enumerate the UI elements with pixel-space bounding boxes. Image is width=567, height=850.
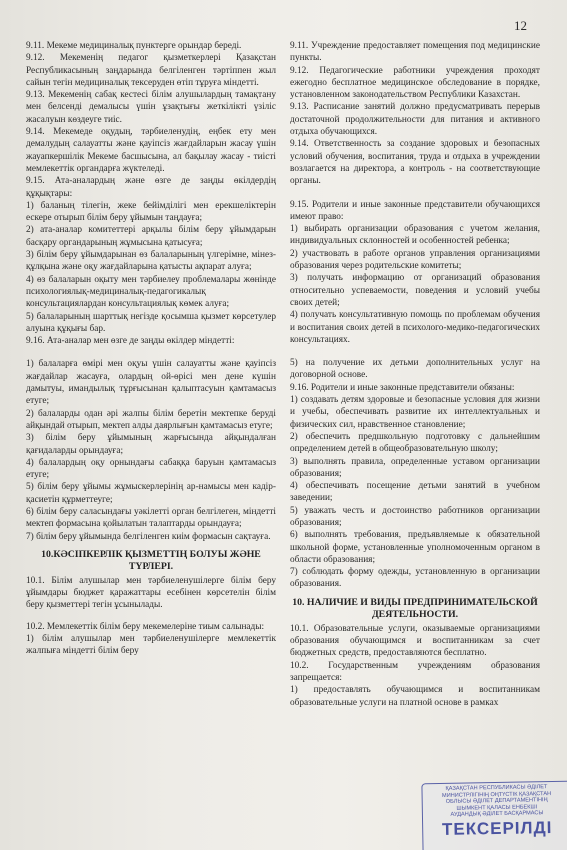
list-item: 5) на получение их детьми дополнительных услуг на договорной основе. <box>290 358 540 381</box>
list-item: 5) уважать честь и достоинство работников организации образования; <box>290 505 540 528</box>
verification-stamp <box>421 781 567 850</box>
list-item: 3) білім беру ұйымының жарғысында айқындалған қағидаларды орындауға; <box>26 433 276 456</box>
list-item: 7) білім беру ұйымында белгіленген киім формасын сақтауға. <box>26 531 271 542</box>
paragraph: 10.2. Государственным учреждениям образования запрещается: <box>290 660 540 683</box>
section-heading: 10.КӘСІПКЕРЛІК ҚЫЗМЕТТІҢ БОЛУЫ ЖӘНЕ ТҮРЛЕРІ. <box>41 548 261 572</box>
list-item: 1) баланың тілегін, жеке бейімділігі мен ерекшеліктерін ескере отырып білім беру ұйымын таңдауға; <box>26 200 276 224</box>
list-item: 4) өз балаларын оқыту мен тәрбиелеу проблемалары жөнінде психологиялық-медициналық-педагогикалық консультациялардан консультациялық көмек алуға; <box>26 274 276 310</box>
paragraph: 9.13. Мекеменің сабақ кестесі білім алушылардың тамақтану мен белсенді демалысы үшін ұзақтығы жеткілікті үзіліс жасалуын көздеуге тиіс. <box>26 90 276 125</box>
paragraph: 10.1. Білім алушылар мен тәрбиеленушілерге білім беру ұйымдары бюджет қаражаттары есебінен көрсетелін білім беру қызметтері тегін ұсынылады. <box>26 575 276 611</box>
list-item: 3) получать информацию от организаций образования относительно успеваемости, поведения и условий учебы своих детей; <box>290 273 540 308</box>
list-item: 1) білім алушылар мен тәрбиеленушілерге мемлекеттік жалпыға міндетті білім беру <box>26 634 276 657</box>
list-item: 2) ата-аналар комитеттері арқылы білім беру ұйымдарын басқару органдарының жұмысына қатысуға; <box>26 225 276 248</box>
list-item: 4) балалардың оқу орнындағы сабаққа баруын қамтамасыз етуге; <box>26 457 276 481</box>
paragraph: 10.2. Мемлекеттік білім беру мекемелеріне тиым салынады: <box>26 621 265 632</box>
paragraph: 9.15. Родители и иные законные представители обучающихся имеют право: <box>290 199 540 222</box>
stamp-line: ҚАЗАҚСТАН РЕСПУБЛИКАСЫ ӘДІЛЕТ <box>445 784 548 792</box>
paragraph: 10.1. Образовательные услуги, оказываемые организациями образования обучающимся и воспитанникам за счет бюджетных средств, предоставляются бесплатно. <box>290 623 540 659</box>
list-item: 6) білім беру саласындағы уәкілетті орган белгілеген, міндетті мектеп формасына қойылатын талаптарды орындауға; <box>26 506 276 530</box>
paragraph: 9.14. Мекемеде оқудың, тәрбиеленудің, еңбек ету мен демалудың салауатты және қауіпсіз жағдайларын жасау үшін жауапкершілік Мекеме басшысына, ал бақылау жасау - тиісті мемлекеттік органдарға жүктеледі. <box>26 127 276 174</box>
paragraph: 9.16. Ата-аналар мен өзге де заңды өкілдер міндетті: <box>26 336 235 347</box>
section-heading: 10. НАЛИЧИЕ И ВИДЫ ПРЕДПРИНИМАТЕЛЬСКОЙ ДЕЯТЕЛЬНОСТИ. <box>292 596 538 620</box>
list-item: 4) обеспечивать посещение детьми занятий в учебном заведении; <box>290 481 540 504</box>
list-item: 2) обеспечить предшкольную подготовку с дальнейшим определением детей в общеобразовательную школу; <box>290 431 540 455</box>
list-item: 2) балаларды одан әрі жалпы білім беретін мектепке беруді айқындай отырып, мектеп алды даярлығын қамтамасыз етуге; <box>26 408 276 431</box>
paragraph: 9.13. Расписание занятий должно предусматривать перерыв достаточной продолжительности для питания и активного отдыха обучающихся. <box>290 102 540 138</box>
list-item: 5) балаларының шарттық негізде қосымша қызмет көрсетулер алуына құқығы бар. <box>26 311 276 334</box>
list-item: 5) білім беру ұйымы жұмыскерлерінің ар-намысы мен кадір-қасиетін құрметтеуге; <box>26 482 276 505</box>
stamp-line: ШЫМКЕНТ ҚАЛАСЫ ЕНБЕКШІ <box>456 804 538 812</box>
paragraph: 9.12. Мекеменің педагог қызметкерлері Қазақстан Республикасының заңдарында белгіленген тәртіппен жыл сайын тегін медициналық тексеруден өтіп тұруға міндетті. <box>26 53 276 88</box>
list-item: 1) выбирать организации образования с учетом желания, индивидуальных склонностей и особенностей ребенка; <box>290 224 540 247</box>
list-item: 6) выполнять требования, предъявляемые к обязательной школьной форме, установленные уполномоченным органом в области образования; <box>290 530 540 565</box>
paragraph: 9.14. Ответственность за создание здоровых и безопасных условий обучения, воспитания, труда и отдыха в учреждении возлагается на директора, а контроль - на соответствующие органы. <box>290 139 540 187</box>
stamp-title: ТЕКСЕРІЛДІ <box>441 818 553 839</box>
paragraph: 9.15. Ата-аналардың және өзге де заңды өкілдердің құқықтары: <box>26 176 276 199</box>
stamp-line: МИНИСТРЛІГІНІҢ ОҢТҮСТІК ҚАЗАҚСТАН <box>441 790 552 799</box>
list-item: 4) получать консультативную помощь по проблемам обучения и воспитания своих детей в психолого-медико-педагогических консультациях. <box>290 310 540 345</box>
list-item: 1) создавать детям здоровые и безопасные условия для жизни и учебы, обеспечивать развитие их интеллектуальных и физических сил, нравственное становление; <box>290 395 540 430</box>
list-item: 2) участвовать в работе органов управления организациями образования через родительские комитеты; <box>290 248 540 272</box>
kazakh-column <box>26 40 276 658</box>
page-number: 12 <box>514 18 527 33</box>
list-item: 7) соблюдать форму одежды, установленную в организации образования. <box>290 567 540 590</box>
paragraph: 9.11. Учреждение предоставляет помещения под медицинские пункты. <box>290 41 540 64</box>
list-item: 3) выполнять правила, определенные уставом организации образования; <box>290 456 540 479</box>
paragraph: 9.12. Педагогические работники учреждения проходят ежегодно бесплатное медицинское обследование в порядке, установленном законодательством Республики Казахстан. <box>290 65 540 101</box>
paragraph: 9.16. Родители и иные законные представители обязаны: <box>290 382 515 393</box>
list-item: 1) предоставлять обучающимся и воспитанникам образовательные услуги на платной основе в рамках <box>290 685 540 708</box>
list-item: 3) білім беру ұйымдарынан өз балаларының үлгерімне, мінез-құлқына және оқу жағдайларына қатысты ақпарат алуға; <box>26 250 276 273</box>
paragraph: 9.11. Мекеме медициналық пунктерге орындар береді. <box>26 41 242 51</box>
russian-column <box>290 40 540 709</box>
list-item: 1) балаларға өмірі мен оқуы үшін салауатты және қауіпсіз жағдайлар жасауға, олардың ой-өрісі мен дене күшін дамытуы, имандылық тұрғысынан қалыптасуын қамтамасыз етуге; <box>26 359 276 407</box>
stamp-line: ОБЛЫСЫ ӘДІЛЕТ ДЕПАРТАМЕНТІНІҢ <box>445 797 548 806</box>
stamp-line: АУДАНДЫҚ ӘДІЛЕТ БАСҚАРМАСЫ <box>450 810 544 819</box>
